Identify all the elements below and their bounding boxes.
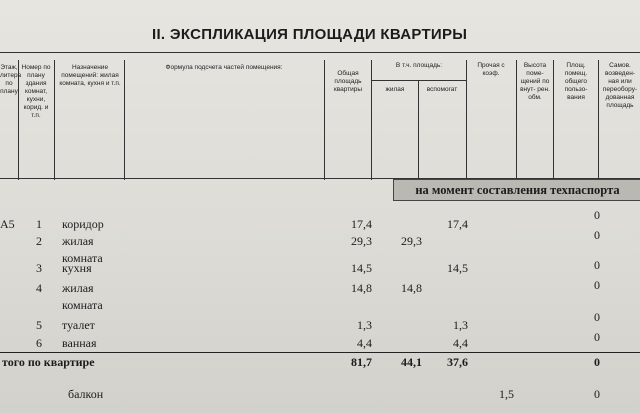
header-floor: Этаж, литера по плану (0, 64, 22, 95)
total-area: 81,7 (351, 355, 372, 369)
row-aux-area: 1,3 (453, 318, 468, 332)
total-label: того по квартире (2, 355, 95, 369)
row-zero: 0 (594, 258, 600, 272)
row-room-name: коридор (62, 217, 104, 231)
row-total-area: 17,4 (351, 217, 372, 231)
balcony-zero: 0 (594, 387, 600, 401)
col-divider (553, 60, 554, 180)
row-room-name: комната (62, 251, 103, 265)
col-divider (516, 60, 517, 180)
header-height: Высота поме- щений по внут- рен. обм. (520, 62, 550, 101)
row-room-name: ванная (62, 336, 97, 350)
header-total-area: Общая площадь квартиры (333, 70, 363, 93)
col-divider (124, 60, 125, 180)
row-number: 6 (36, 336, 42, 350)
col-divider (371, 60, 372, 180)
row-zero: 0 (594, 330, 600, 344)
row-zero: 0 (594, 310, 600, 324)
row-total-area: 29,3 (351, 234, 372, 248)
col-divider (324, 60, 325, 180)
row-aux-area: 4,4 (453, 336, 468, 350)
row-living-area: 14,8 (401, 281, 422, 295)
total-zero: 0 (594, 355, 600, 369)
row-number: 3 (36, 261, 42, 275)
header-common-area: Площ. помещ. общего пользо- вания (564, 62, 588, 101)
header-formula: Формула подсчета частей помещения: (165, 64, 283, 71)
balcony-other: 1,5 (499, 387, 514, 401)
row-aux-area: 14,5 (447, 261, 468, 275)
document-title: II. ЭКСПЛИКАЦИЯ ПЛОЩАДИ КВАРТИРЫ (152, 26, 468, 43)
total-aux: 37,6 (447, 355, 468, 369)
total-row (0, 355, 640, 369)
passport-date-banner: на момент составления техпаспорта (393, 179, 640, 201)
table-row (0, 310, 640, 332)
row-room-name: туалет (62, 318, 95, 332)
subheader-line (371, 80, 466, 81)
header-plan-number: Номер по плану здания комнат, кухни, корид. и т.п. (21, 64, 51, 119)
header-unauthorized: Самов. возведен- ная или переобору- дованная площадь (602, 62, 638, 109)
total-living: 44,1 (401, 355, 422, 369)
row-living-area: 29,3 (401, 234, 422, 248)
row-room-name: комната (62, 298, 103, 312)
col-divider (54, 60, 55, 180)
col-divider (466, 60, 467, 180)
header-room-purpose: Назначение помещений: жилая комната, кухня и т.п. (59, 64, 121, 87)
header-auxiliary: вспомогат (426, 86, 458, 93)
row-number: 1 (36, 217, 42, 231)
table-row (0, 298, 640, 312)
total-separator (0, 352, 640, 353)
col-divider (598, 60, 599, 180)
balcony-row (0, 387, 640, 401)
header-living: жилая (385, 86, 405, 93)
row-total-area: 1,3 (357, 318, 372, 332)
row-number: 2 (36, 234, 42, 248)
table-row (0, 208, 640, 231)
row-total-area: 4,4 (357, 336, 372, 350)
row-total-area: 14,5 (351, 261, 372, 275)
row-number: 5 (36, 318, 42, 332)
row-aux-area: 17,4 (447, 217, 468, 231)
table-row (0, 228, 640, 248)
row-number: 4 (36, 281, 42, 295)
header-other: Прочая с коэф. (477, 62, 505, 77)
header-incl-area: В т.ч. площадь: (395, 62, 443, 69)
table-row (0, 330, 640, 350)
row-total-area: 14,8 (351, 281, 372, 295)
row-room-name: жилая (62, 234, 94, 248)
header-top-line (0, 52, 640, 53)
row-zero: 0 (594, 208, 600, 222)
balcony-label: балкон (68, 387, 104, 401)
row-room-name: жилая (62, 281, 94, 295)
row-room-name: кухня (62, 261, 92, 275)
row-zero: 0 (594, 228, 600, 242)
col-divider (418, 80, 419, 180)
row-zero: 0 (594, 278, 600, 292)
table-row (0, 278, 640, 295)
row-floor: A5 (0, 217, 15, 231)
